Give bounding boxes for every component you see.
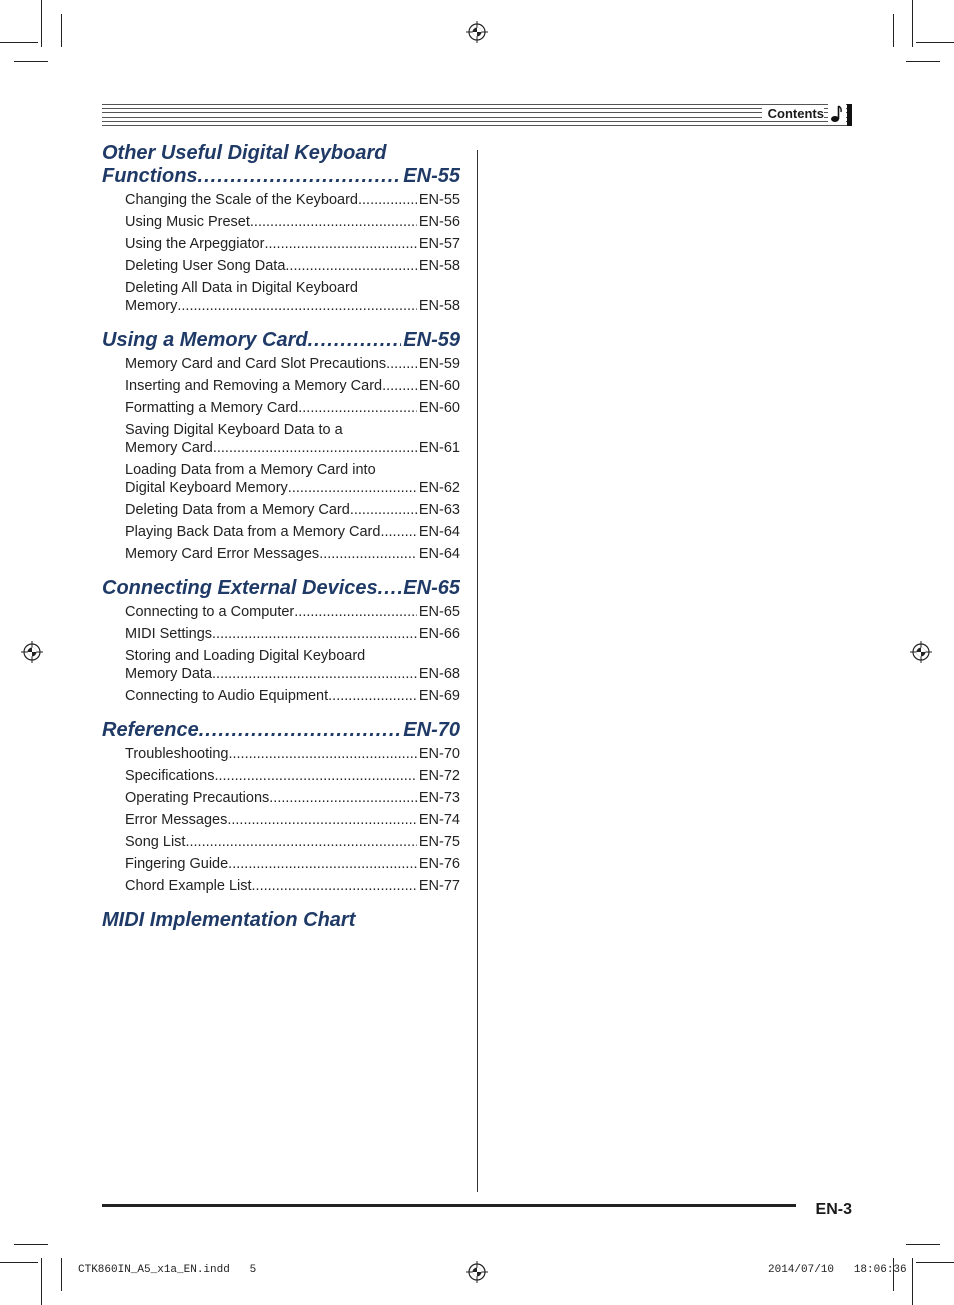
toc-entry[interactable] — [125, 421, 460, 457]
toc-entry[interactable] — [125, 399, 460, 417]
toc-entry[interactable] — [125, 647, 460, 683]
dot-leader — [213, 439, 417, 457]
dot-leader — [177, 297, 417, 315]
toc-entry[interactable] — [125, 257, 460, 275]
toc-entry[interactable] — [125, 501, 460, 519]
dot-leader — [328, 687, 417, 705]
toc-entry-title: Fingering Guide — [125, 856, 229, 872]
toc-entry-title: Memory Card and Card Slot Precautions — [125, 356, 387, 372]
toc-section-heading[interactable] — [102, 909, 460, 932]
toc-entry-title: Memory Card — [125, 440, 213, 456]
toc-section — [102, 909, 460, 932]
toc-entry-page: EN-58 — [418, 298, 460, 314]
crop-mark — [0, 1262, 38, 1263]
toc-section — [102, 577, 460, 705]
dot-leader — [198, 165, 402, 188]
toc-entry[interactable] — [125, 789, 460, 807]
toc-entry-title: Inserting and Removing a Memory Card — [125, 378, 383, 394]
toc-entry-page: EN-77 — [418, 878, 460, 894]
toc-entry-page: EN-72 — [418, 768, 460, 784]
dot-leader — [228, 745, 416, 763]
toc-section-title: Functions — [102, 165, 198, 187]
toc-entry-title: Changing the Scale of the Keyboard — [125, 192, 358, 208]
toc-entry-title: Digital Keyboard Memory — [125, 480, 288, 496]
dot-leader — [294, 603, 417, 621]
toc-section-title: Connecting External Devices — [102, 577, 378, 599]
toc-entry-page: EN-65 — [418, 604, 460, 620]
toc-entry-page: EN-59 — [418, 356, 460, 372]
dot-leader — [288, 479, 417, 497]
dot-leader — [228, 855, 417, 873]
toc-entry-page: EN-63 — [418, 502, 460, 518]
toc-entry[interactable] — [125, 523, 460, 541]
dot-leader — [269, 789, 417, 807]
toc-entry[interactable] — [125, 687, 460, 705]
timestamp-slug: 2014/07/10 18:06:36 — [768, 1264, 907, 1276]
toc-entry-page: EN-64 — [418, 524, 460, 540]
toc-entry-title: Specifications — [125, 768, 215, 784]
dot-leader — [298, 399, 417, 417]
toc-section-title-line: Other Useful Digital Keyboard — [102, 142, 387, 164]
dot-leader — [212, 625, 417, 643]
dot-leader — [319, 545, 417, 563]
registration-mark-icon — [466, 21, 488, 43]
toc-entry[interactable] — [125, 855, 460, 873]
registration-mark-icon — [910, 641, 932, 663]
toc-section-title: Reference — [102, 719, 199, 741]
toc-section-page: EN-59 — [403, 329, 460, 351]
page-number: EN-3 — [815, 1201, 852, 1218]
toc-entry-title: Connecting to Audio Equipment — [125, 688, 329, 704]
crop-mark — [41, 1258, 42, 1305]
toc-section-page: EN-70 — [403, 719, 460, 741]
toc-entry[interactable] — [125, 545, 460, 563]
toc-entry-page: EN-73 — [418, 790, 460, 806]
dot-leader — [285, 257, 416, 275]
dot-leader — [308, 329, 402, 352]
toc-entry-page: EN-75 — [418, 834, 460, 850]
toc-entry[interactable] — [125, 279, 460, 315]
toc-entry[interactable] — [125, 191, 460, 209]
toc-entry-title: Memory Card Error Messages — [125, 546, 320, 562]
dot-leader — [264, 235, 416, 253]
dot-leader — [185, 833, 416, 851]
toc-section-heading[interactable] — [102, 142, 460, 188]
dot-leader — [378, 577, 402, 600]
toc-entry-title: Memory — [125, 298, 178, 314]
dot-leader — [382, 377, 417, 395]
crop-mark — [893, 14, 894, 47]
toc-entry-page: EN-56 — [418, 214, 460, 230]
crop-mark — [0, 42, 38, 43]
toc-entry-page: EN-68 — [418, 666, 460, 682]
toc-entry-page: EN-74 — [418, 812, 460, 828]
toc-section — [102, 142, 460, 315]
toc-entry-page: EN-70 — [418, 746, 460, 762]
dot-leader — [250, 213, 417, 231]
toc-entry[interactable] — [125, 603, 460, 621]
toc-entry-title-line: Saving Digital Keyboard Data to a — [125, 422, 343, 438]
toc-entry-page: EN-58 — [418, 258, 460, 274]
table-of-contents — [102, 142, 460, 946]
crop-mark — [906, 61, 940, 62]
toc-entry-page: EN-66 — [418, 626, 460, 642]
toc-entry-title: Playing Back Data from a Memory Card — [125, 524, 381, 540]
crop-mark — [41, 0, 42, 47]
crop-mark — [916, 1262, 954, 1263]
column-divider — [477, 150, 478, 1192]
toc-section-heading[interactable] — [102, 577, 460, 600]
crop-mark — [61, 1258, 62, 1291]
toc-entry[interactable] — [125, 355, 460, 373]
toc-section-heading[interactable] — [102, 719, 460, 742]
toc-entry-title: Song List — [125, 834, 186, 850]
dot-leader — [252, 877, 417, 895]
crop-mark — [912, 0, 913, 47]
toc-entry-title: Operating Precautions — [125, 790, 270, 806]
toc-entry[interactable] — [125, 833, 460, 851]
dot-leader — [350, 501, 417, 519]
toc-entry-title: Memory Data — [125, 666, 213, 682]
toc-entry-title: MIDI Settings — [125, 626, 213, 642]
toc-entry[interactable] — [125, 625, 460, 643]
toc-entry-page: EN-60 — [418, 400, 460, 416]
page-section-title: Contents — [762, 106, 824, 121]
toc-entry[interactable] — [125, 377, 460, 395]
toc-entry[interactable] — [125, 811, 460, 829]
toc-entry-title-line: Loading Data from a Memory Card into — [125, 462, 376, 478]
toc-entry-page: EN-64 — [418, 546, 460, 562]
registration-mark-icon — [466, 1261, 488, 1283]
dot-leader — [199, 719, 402, 742]
crop-mark — [912, 1258, 913, 1305]
toc-entry[interactable] — [125, 461, 460, 497]
toc-entry[interactable] — [125, 767, 460, 785]
toc-entry-page: EN-76 — [418, 856, 460, 872]
toc-entry[interactable] — [125, 745, 460, 763]
toc-entry-title: Connecting to a Computer — [125, 604, 295, 620]
toc-entry-page: EN-61 — [418, 440, 460, 456]
toc-section-title: MIDI Implementation Chart — [102, 909, 356, 931]
toc-entry-page: EN-57 — [418, 236, 460, 252]
toc-section-page: EN-65 — [403, 577, 460, 599]
dot-leader — [214, 767, 416, 785]
toc-entry-page: EN-69 — [418, 688, 460, 704]
toc-entry-title: Troubleshooting — [125, 746, 229, 762]
toc-entry-page: EN-60 — [418, 378, 460, 394]
dot-leader — [227, 811, 417, 829]
registration-mark-icon — [21, 641, 43, 663]
toc-section — [102, 719, 460, 895]
dot-leader — [358, 191, 417, 209]
toc-entry-title: Chord Example List — [125, 878, 252, 894]
toc-entry-page: EN-62 — [418, 480, 460, 496]
music-note-icon — [828, 104, 846, 124]
crop-mark — [61, 14, 62, 47]
toc-entry[interactable] — [125, 235, 460, 253]
toc-section-title: Using a Memory Card — [102, 329, 308, 351]
file-slug: CTK860IN_A5_x1a_EN.indd 5 — [78, 1264, 257, 1276]
toc-entry-title: Formatting a Memory Card — [125, 400, 299, 416]
crop-mark — [14, 61, 48, 62]
toc-entry-title-line: Storing and Loading Digital Keyboard — [125, 648, 366, 664]
dot-leader — [380, 523, 416, 541]
toc-entry-title: Using Music Preset — [125, 214, 250, 230]
header-end-bar — [847, 104, 852, 126]
dot-leader — [386, 355, 417, 373]
footer-rule — [102, 1204, 796, 1207]
toc-entry[interactable] — [125, 877, 460, 895]
toc-entry-title: Error Messages — [125, 812, 228, 828]
crop-mark — [14, 1244, 48, 1245]
toc-entry[interactable] — [125, 213, 460, 231]
crop-mark — [916, 42, 954, 43]
toc-section — [102, 329, 460, 563]
toc-section-heading[interactable] — [102, 329, 460, 352]
dot-leader — [212, 665, 417, 683]
toc-entry-title: Using the Arpeggiator — [125, 236, 265, 252]
toc-entry-title: Deleting Data from a Memory Card — [125, 502, 350, 518]
toc-entry-title: Deleting User Song Data — [125, 258, 286, 274]
toc-entry-page: EN-55 — [418, 192, 460, 208]
toc-section-page: EN-55 — [403, 165, 460, 187]
crop-mark — [906, 1244, 940, 1245]
toc-entry-title-line: Deleting All Data in Digital Keyboard — [125, 280, 358, 296]
header-bar — [102, 104, 852, 126]
